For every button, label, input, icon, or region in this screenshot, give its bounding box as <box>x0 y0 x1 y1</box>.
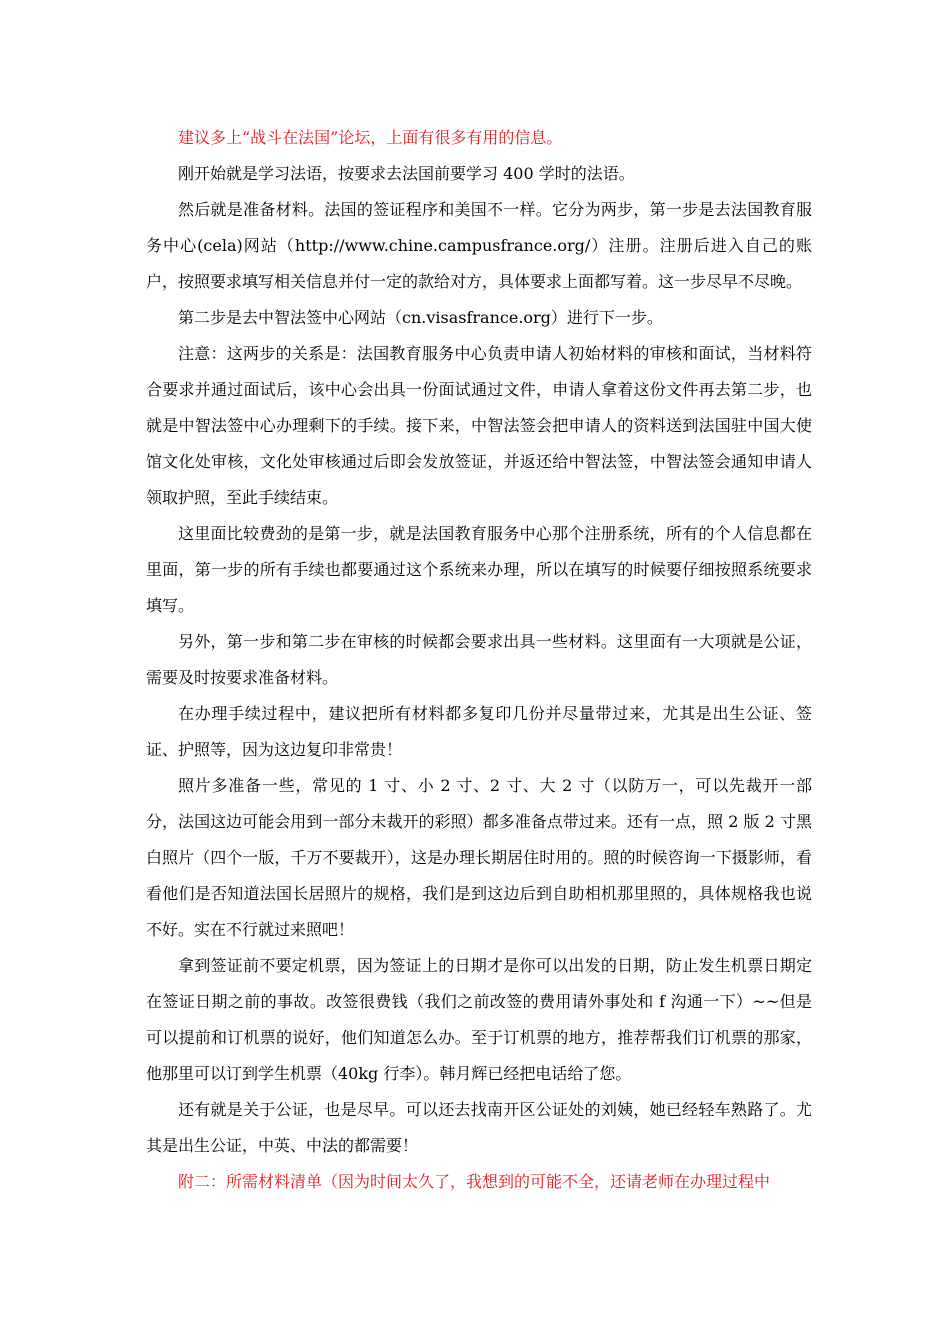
paragraph-registration-system: 这里面比较费劲的是第一步，就是法国教育服务中心那个注册系统，所有的个人信息都在里面，第一步的所有手续也都要通过这个系统来办理，所以在填写的时候要仔细按照系统要求填写。 <box>146 524 812 615</box>
paragraph-tickets: 拿到签证前不要定机票，因为签证上的日期才是你可以出发的日期，防止发生机票日期定在签证日期之前的事故。改签很费钱（我们之前改签的费用请外事处和 f 沟通一下）~~但是可以提前和订机票的说好，他们知道怎么办。至于订机票的地方，推荐帮我们订机票的那家，他那里可以订到学生机票（40kg 行李）。韩月辉已经把电话给了您。 <box>146 956 812 1083</box>
paragraph-note: 注意：这两步的关系是：法国教育服务中心负责申请人初始材料的审核和面试，当材料符合要求并通过面试后，该中心会出具一份面试通过文件，申请人拿着这份文件再去第二步，也就是中智法签中心办理剩下的手续。接下来，中智法签会把申请人的资料送到法国驻中国大使馆文化处审核，文化处审核通过后即会发放签证，并返还给中智法签，中智法签会通知申请人领取护照，至此手续结束。 <box>146 344 812 507</box>
paragraph-notarization: 另外，第一步和第二步在审核的时候都会要求出具一些材料。这里面有一大项就是公证，需要及时按要求准备材料。 <box>146 632 812 687</box>
paragraph-appendix-heading: 附二：所需材料清单（因为时间太久了，我想到的可能不全，还请老师在办理过程中 <box>178 1172 771 1191</box>
paragraph-photos: 照片多准备一些，常见的 1 寸、小 2 寸、2 寸、大 2 寸（以防万一，可以先裁开一部分，法国这边可能会用到一部分未裁开的彩照）都多准备点带过来。还有一点，照 2 版 2 寸黑白照片（四个一版，千万不要裁开），这是办理长期居住时用的。照的时候咨询一下摄影师，看看他们是否知道法国长居照片的规格，我们是到这边后到自助相机那里照的，具体规格我也说不好。实在不行就过来照吧！ <box>146 776 812 939</box>
paragraph-notary-office: 还有就是关于公证，也是尽早。可以还去找南开区公证处的刘姨，她已经轻车熟路了。尤其是出生公证，中英、中法的都需要！ <box>146 1100 812 1155</box>
paragraph-french-study: 刚开始就是学习法语，按要求去法国前要学习 400 学时的法语。 <box>178 164 635 183</box>
paragraph-step-one: 然后就是准备材料。法国的签证程序和美国不一样。它分为两步，第一步是去法国教育服务中心(cela)网站（http://www.chine.campusfrance.org/）注册。注册后进入自己的账户，按照要求填写相关信息并付一定的款给对方，具体要求上面都写着。这一步尽早不尽晚。 <box>146 200 812 291</box>
paragraph-forum-tip: 建议多上“战斗在法国”论坛，上面有很多有用的信息。 <box>178 128 563 147</box>
document-body <box>146 120 812 1200</box>
paragraph-step-two: 第二步是去中智法签中心网站（cn.visasfrance.org）进行下一步。 <box>178 308 663 327</box>
paragraph-copies: 在办理手续过程中，建议把所有材料都多复印几份并尽量带过来，尤其是出生公证、签证、护照等，因为这边复印非常贵！ <box>146 704 812 759</box>
